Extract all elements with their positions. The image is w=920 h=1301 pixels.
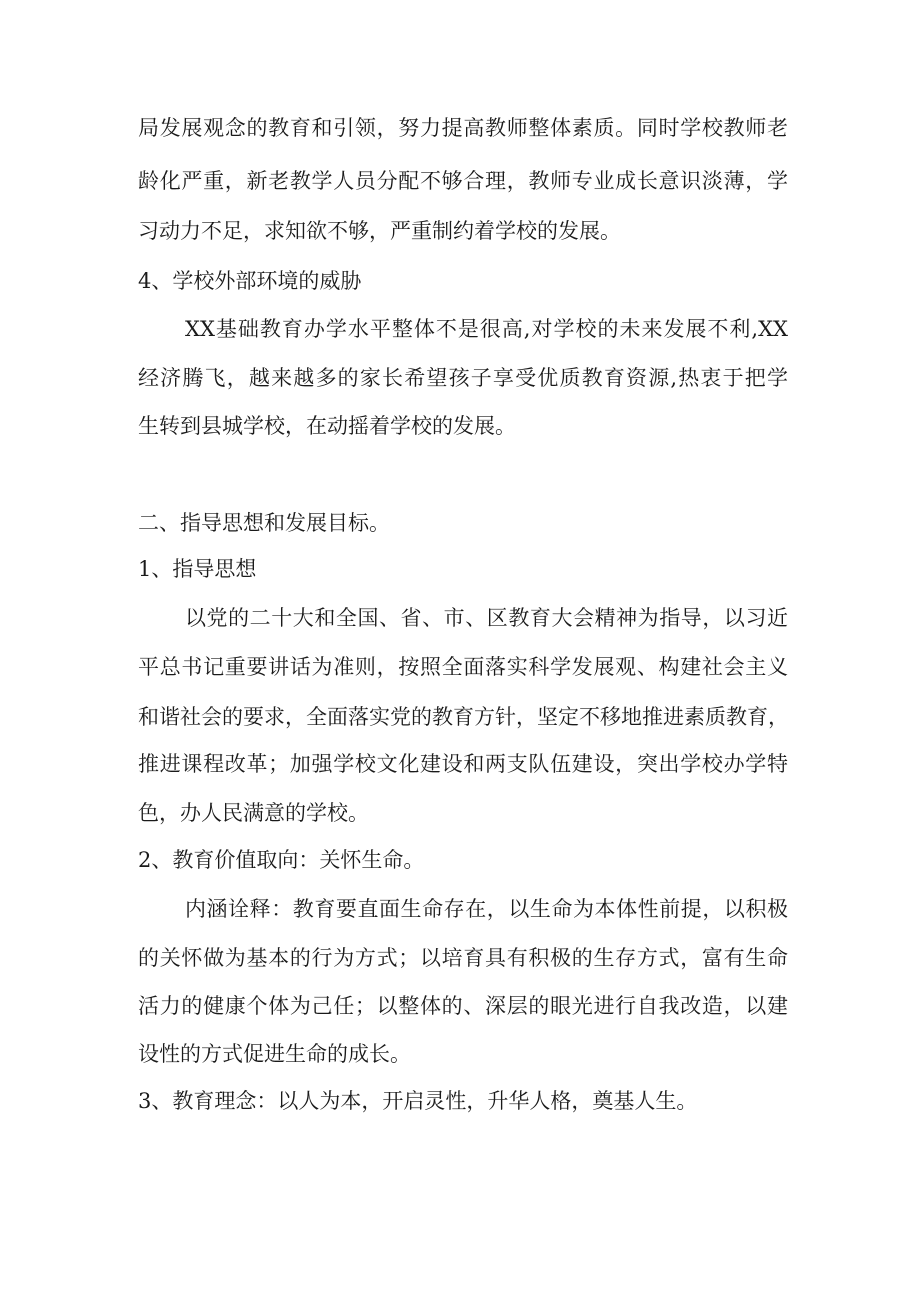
paragraph-line: 推进课程改革；加强学校文化建设和两支队伍建设，突出学校办学特 — [138, 752, 788, 776]
paragraph-line: 生转到县城学校，在动摇着学校的发展。 — [138, 414, 516, 438]
paragraph-line: 龄化严重，新老教学人员分配不够合理，教师专业成长意识淡薄，学 — [138, 169, 788, 193]
paragraph-line: 习动力不足，求知欲不够，严重制约着学校的发展。 — [138, 219, 621, 243]
section-heading: 3、教育理念：以人为本，开启灵性，升华人格，奠基人生。 — [138, 1089, 698, 1113]
paragraph-line: 内涵诠释：教育要直面生命存在，以生命为本体性前提，以积极 — [185, 897, 788, 921]
section-heading: 2、教育价值取向：关怀生命。 — [138, 848, 425, 872]
section-heading: 1、指导思想 — [138, 557, 257, 581]
paragraph-line: 设性的方式促进生命的成长。 — [138, 1042, 411, 1066]
section-heading: 4、学校外部环境的威胁 — [138, 269, 362, 293]
paragraph-line: 和谐社会的要求，全面落实党的教育方针，坚定不移地推进素质教育， — [138, 705, 789, 729]
chapter-heading: 二、指导思想和发展目标。 — [138, 511, 390, 535]
paragraph-line: 经济腾飞，越来越多的家长希望孩子享受优质教育资源,热衷于把学 — [138, 366, 788, 390]
paragraph-line: 色，办人民满意的学校。 — [138, 801, 369, 825]
paragraph-line: 平总书记重要讲话为准则，按照全面落实科学发展观、构建社会主义 — [138, 655, 788, 679]
paragraph-line: XX基础教育办学水平整体不是很高,对学校的未来发展不利,XX — [185, 317, 788, 341]
paragraph-line: 活力的健康个体为己任；以整体的、深层的眼光进行自我改造，以建 — [138, 994, 788, 1018]
paragraph-line: 局发展观念的教育和引领，努力提高教师整体素质。同时学校教师老 — [138, 116, 788, 140]
paragraph-line: 的关怀做为基本的行为方式；以培育具有积极的生存方式，富有生命 — [138, 946, 788, 970]
paragraph-line: 以党的二十大和全国、省、市、区教育大会精神为指导，以习近 — [185, 606, 788, 630]
